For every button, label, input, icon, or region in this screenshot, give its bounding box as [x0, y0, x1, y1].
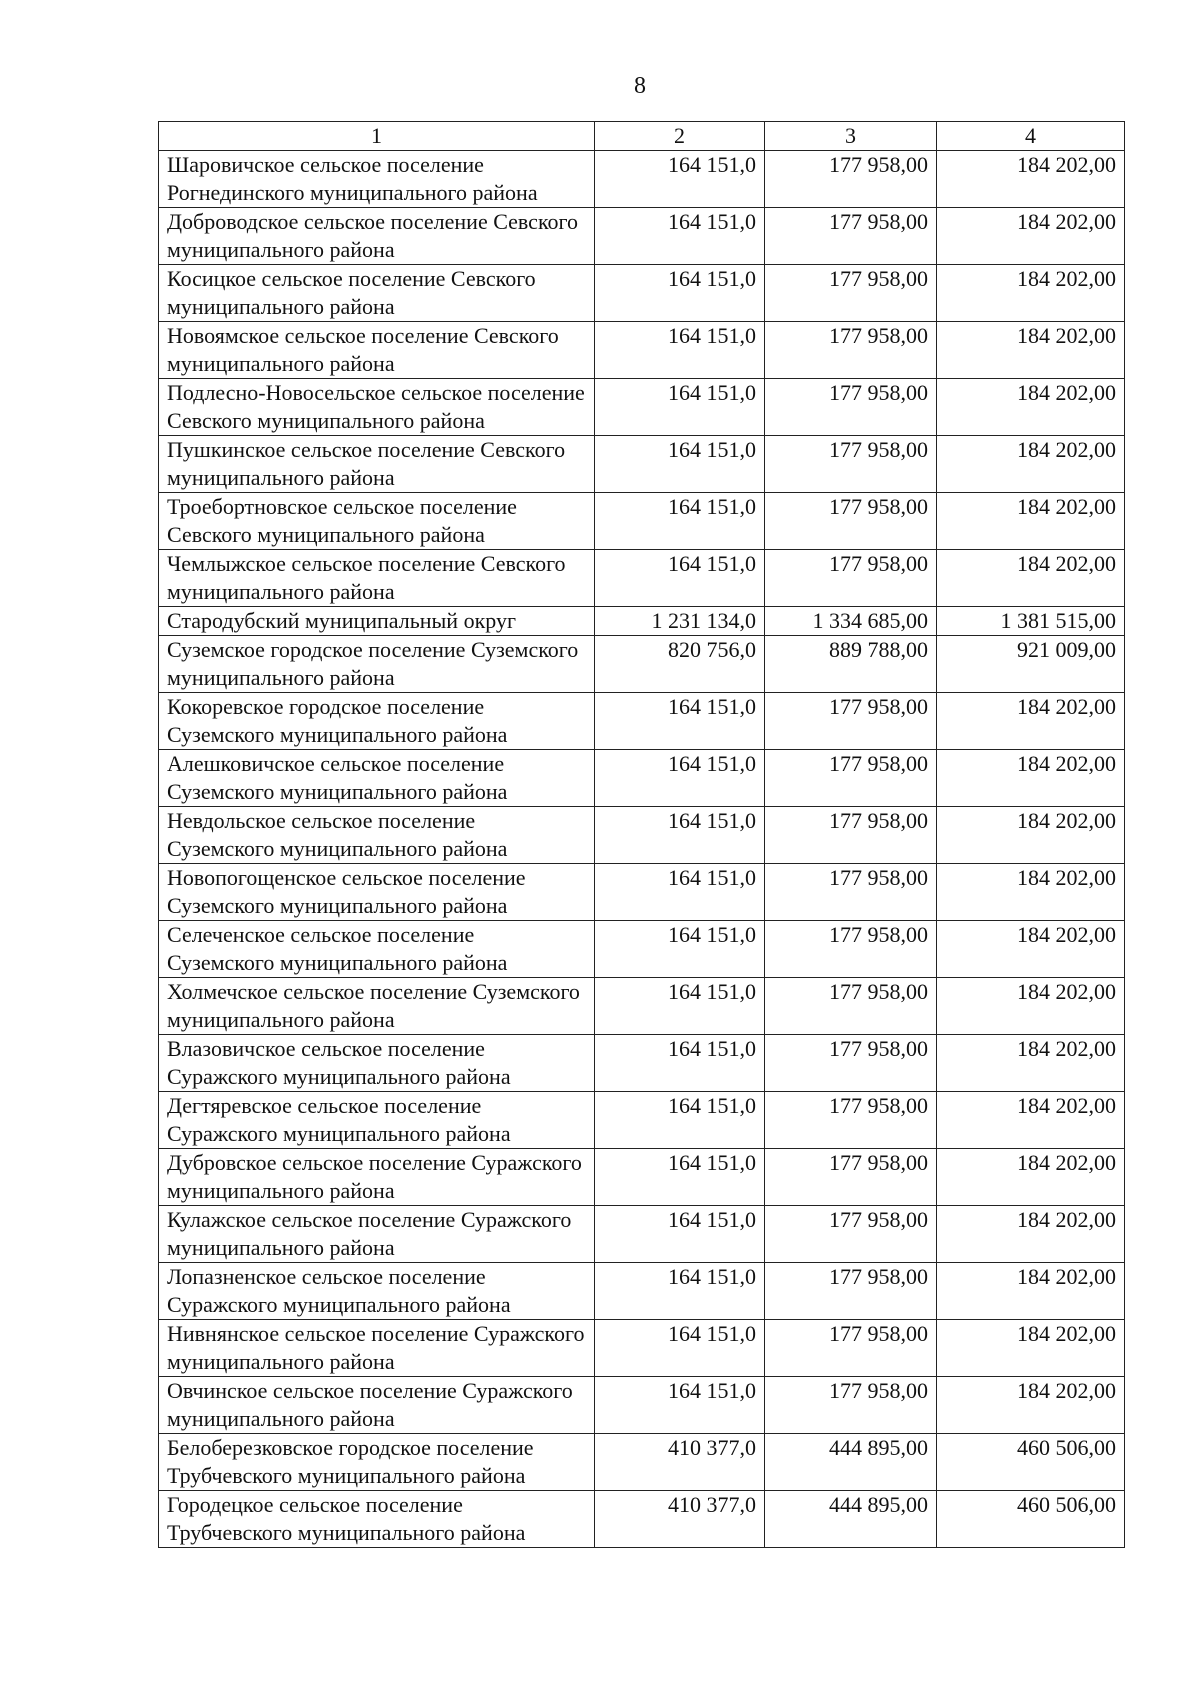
settlement-name-cell: Нивнянское сельское поселение Суражского муниципального района — [159, 1320, 595, 1377]
table-row — [159, 1263, 1125, 1320]
settlement-name-cell: Лопазненское сельское поселение Суражского муниципального района — [159, 1263, 595, 1320]
table-row — [159, 1434, 1125, 1491]
table-row — [159, 1320, 1125, 1377]
value-col-4-cell: 184 202,00 — [937, 750, 1125, 807]
value-col-4-cell: 184 202,00 — [937, 864, 1125, 921]
column-header: 1 — [159, 122, 595, 151]
value-col-2-cell: 164 151,0 — [595, 1206, 765, 1263]
settlement-name-cell: Овчинское сельское поселение Суражского муниципального района — [159, 1377, 595, 1434]
settlement-name-cell: Влазовичское сельское поселение Суражского муниципального района — [159, 1035, 595, 1092]
value-col-3-cell: 177 958,00 — [765, 864, 937, 921]
value-col-4-cell: 184 202,00 — [937, 693, 1125, 750]
value-col-4-cell: 460 506,00 — [937, 1434, 1125, 1491]
value-col-2-cell: 164 151,0 — [595, 864, 765, 921]
table-row — [159, 493, 1125, 550]
value-col-2-cell: 820 756,0 — [595, 636, 765, 693]
value-col-2-cell: 164 151,0 — [595, 379, 765, 436]
settlement-name-cell: Городецкое сельское поселение Трубчевского муниципального района — [159, 1491, 595, 1548]
value-col-4-cell: 184 202,00 — [937, 493, 1125, 550]
value-col-2-cell: 164 151,0 — [595, 265, 765, 322]
value-col-3-cell: 177 958,00 — [765, 265, 937, 322]
value-col-2-cell: 164 151,0 — [595, 151, 765, 208]
value-col-4-cell: 184 202,00 — [937, 1320, 1125, 1377]
value-col-4-cell: 184 202,00 — [937, 1149, 1125, 1206]
settlement-name-cell: Кокоревское городское поселение Суземского муниципального района — [159, 693, 595, 750]
value-col-2-cell: 164 151,0 — [595, 436, 765, 493]
value-col-2-cell: 164 151,0 — [595, 807, 765, 864]
value-col-2-cell: 410 377,0 — [595, 1434, 765, 1491]
table-body — [159, 122, 1125, 1548]
settlement-name-cell: Невдольское сельское поселение Суземского муниципального района — [159, 807, 595, 864]
value-col-2-cell: 164 151,0 — [595, 750, 765, 807]
settlement-name-cell: Стародубский муниципальный округ — [159, 607, 595, 636]
table-row — [159, 1491, 1125, 1548]
value-col-3-cell: 177 958,00 — [765, 550, 937, 607]
value-col-3-cell: 889 788,00 — [765, 636, 937, 693]
value-col-4-cell: 1 381 515,00 — [937, 607, 1125, 636]
table-row — [159, 921, 1125, 978]
settlement-name-cell: Подлесно-Новосельское сельское поселение Севского муниципального района — [159, 379, 595, 436]
settlement-name-cell: Холмечское сельское поселение Суземского муниципального района — [159, 978, 595, 1035]
value-col-3-cell: 177 958,00 — [765, 1377, 937, 1434]
value-col-3-cell: 444 895,00 — [765, 1491, 937, 1548]
value-col-4-cell: 184 202,00 — [937, 807, 1125, 864]
table-row — [159, 1035, 1125, 1092]
value-col-4-cell: 184 202,00 — [937, 550, 1125, 607]
settlement-name-cell: Новопогощенское сельское поселение Суземского муниципального района — [159, 864, 595, 921]
value-col-2-cell: 164 151,0 — [595, 1092, 765, 1149]
value-col-4-cell: 184 202,00 — [937, 265, 1125, 322]
value-col-4-cell: 184 202,00 — [937, 978, 1125, 1035]
table-row — [159, 322, 1125, 379]
value-col-3-cell: 1 334 685,00 — [765, 607, 937, 636]
value-col-3-cell: 177 958,00 — [765, 322, 937, 379]
table-row — [159, 208, 1125, 265]
value-col-2-cell: 164 151,0 — [595, 978, 765, 1035]
value-col-3-cell: 177 958,00 — [765, 921, 937, 978]
settlement-name-cell: Доброводское сельское поселение Севского муниципального района — [159, 208, 595, 265]
column-header: 2 — [595, 122, 765, 151]
value-col-4-cell: 184 202,00 — [937, 436, 1125, 493]
value-col-4-cell: 184 202,00 — [937, 921, 1125, 978]
settlement-name-cell: Чемлыжское сельское поселение Севского муниципального района — [159, 550, 595, 607]
value-col-3-cell: 177 958,00 — [765, 1149, 937, 1206]
table-row — [159, 550, 1125, 607]
settlement-name-cell: Суземское городское поселение Суземского муниципального района — [159, 636, 595, 693]
value-col-4-cell: 184 202,00 — [937, 322, 1125, 379]
value-col-3-cell: 177 958,00 — [765, 208, 937, 265]
table-row — [159, 978, 1125, 1035]
settlement-name-cell: Белоберезковское городское поселение Трубчевского муниципального района — [159, 1434, 595, 1491]
value-col-2-cell: 1 231 134,0 — [595, 607, 765, 636]
settlement-name-cell: Алешковичское сельское поселение Суземского муниципального района — [159, 750, 595, 807]
value-col-3-cell: 177 958,00 — [765, 1320, 937, 1377]
settlement-name-cell: Селеченское сельское поселение Суземского муниципального района — [159, 921, 595, 978]
value-col-4-cell: 184 202,00 — [937, 1035, 1125, 1092]
value-col-2-cell: 410 377,0 — [595, 1491, 765, 1548]
settlement-name-cell: Троебортновское сельское поселение Севского муниципального района — [159, 493, 595, 550]
value-col-4-cell: 184 202,00 — [937, 151, 1125, 208]
value-col-2-cell: 164 151,0 — [595, 1149, 765, 1206]
column-number-row — [159, 122, 1125, 151]
table-row — [159, 379, 1125, 436]
value-col-4-cell: 184 202,00 — [937, 1092, 1125, 1149]
value-col-3-cell: 177 958,00 — [765, 807, 937, 864]
settlement-name-cell: Новоямское сельское поселение Севского муниципального района — [159, 322, 595, 379]
value-col-3-cell: 177 958,00 — [765, 1206, 937, 1263]
value-col-2-cell: 164 151,0 — [595, 693, 765, 750]
value-col-2-cell: 164 151,0 — [595, 1377, 765, 1434]
value-col-3-cell: 177 958,00 — [765, 978, 937, 1035]
value-col-2-cell: 164 151,0 — [595, 921, 765, 978]
settlement-name-cell: Пушкинское сельское поселение Севского муниципального района — [159, 436, 595, 493]
table-row — [159, 864, 1125, 921]
value-col-4-cell: 184 202,00 — [937, 1263, 1125, 1320]
value-col-2-cell: 164 151,0 — [595, 208, 765, 265]
table-row — [159, 1377, 1125, 1434]
value-col-4-cell: 184 202,00 — [937, 1206, 1125, 1263]
value-col-3-cell: 177 958,00 — [765, 1263, 937, 1320]
value-col-2-cell: 164 151,0 — [595, 493, 765, 550]
value-col-3-cell: 177 958,00 — [765, 750, 937, 807]
table-row — [159, 265, 1125, 322]
table-row — [159, 1206, 1125, 1263]
table-row — [159, 1149, 1125, 1206]
column-header: 4 — [937, 122, 1125, 151]
settlement-name-cell: Шаровичское сельское поселение Рогнединского муниципального района — [159, 151, 595, 208]
value-col-2-cell: 164 151,0 — [595, 322, 765, 379]
settlement-name-cell: Косицкое сельское поселение Севского муниципального района — [159, 265, 595, 322]
table-row — [159, 607, 1125, 636]
value-col-3-cell: 177 958,00 — [765, 379, 937, 436]
value-col-2-cell: 164 151,0 — [595, 550, 765, 607]
column-header: 3 — [765, 122, 937, 151]
value-col-3-cell: 444 895,00 — [765, 1434, 937, 1491]
table-row — [159, 1092, 1125, 1149]
table-row — [159, 807, 1125, 864]
value-col-2-cell: 164 151,0 — [595, 1320, 765, 1377]
table-row — [159, 750, 1125, 807]
table-row — [159, 693, 1125, 750]
value-col-4-cell: 184 202,00 — [937, 1377, 1125, 1434]
page-number: 8 — [634, 73, 646, 99]
table-row — [159, 636, 1125, 693]
value-col-3-cell: 177 958,00 — [765, 151, 937, 208]
value-col-3-cell: 177 958,00 — [765, 493, 937, 550]
value-col-4-cell: 184 202,00 — [937, 379, 1125, 436]
value-col-3-cell: 177 958,00 — [765, 436, 937, 493]
value-col-3-cell: 177 958,00 — [765, 1092, 937, 1149]
value-col-2-cell: 164 151,0 — [595, 1035, 765, 1092]
table-row — [159, 436, 1125, 493]
budget-table — [158, 121, 1125, 1548]
settlement-name-cell: Дегтяревское сельское поселение Суражского муниципального района — [159, 1092, 595, 1149]
value-col-4-cell: 184 202,00 — [937, 208, 1125, 265]
value-col-4-cell: 460 506,00 — [937, 1491, 1125, 1548]
value-col-4-cell: 921 009,00 — [937, 636, 1125, 693]
settlement-name-cell: Кулажское сельское поселение Суражского муниципального района — [159, 1206, 595, 1263]
value-col-2-cell: 164 151,0 — [595, 1263, 765, 1320]
value-col-3-cell: 177 958,00 — [765, 1035, 937, 1092]
settlement-name-cell: Дубровское сельское поселение Суражского муниципального района — [159, 1149, 595, 1206]
value-col-3-cell: 177 958,00 — [765, 693, 937, 750]
table-row — [159, 151, 1125, 208]
